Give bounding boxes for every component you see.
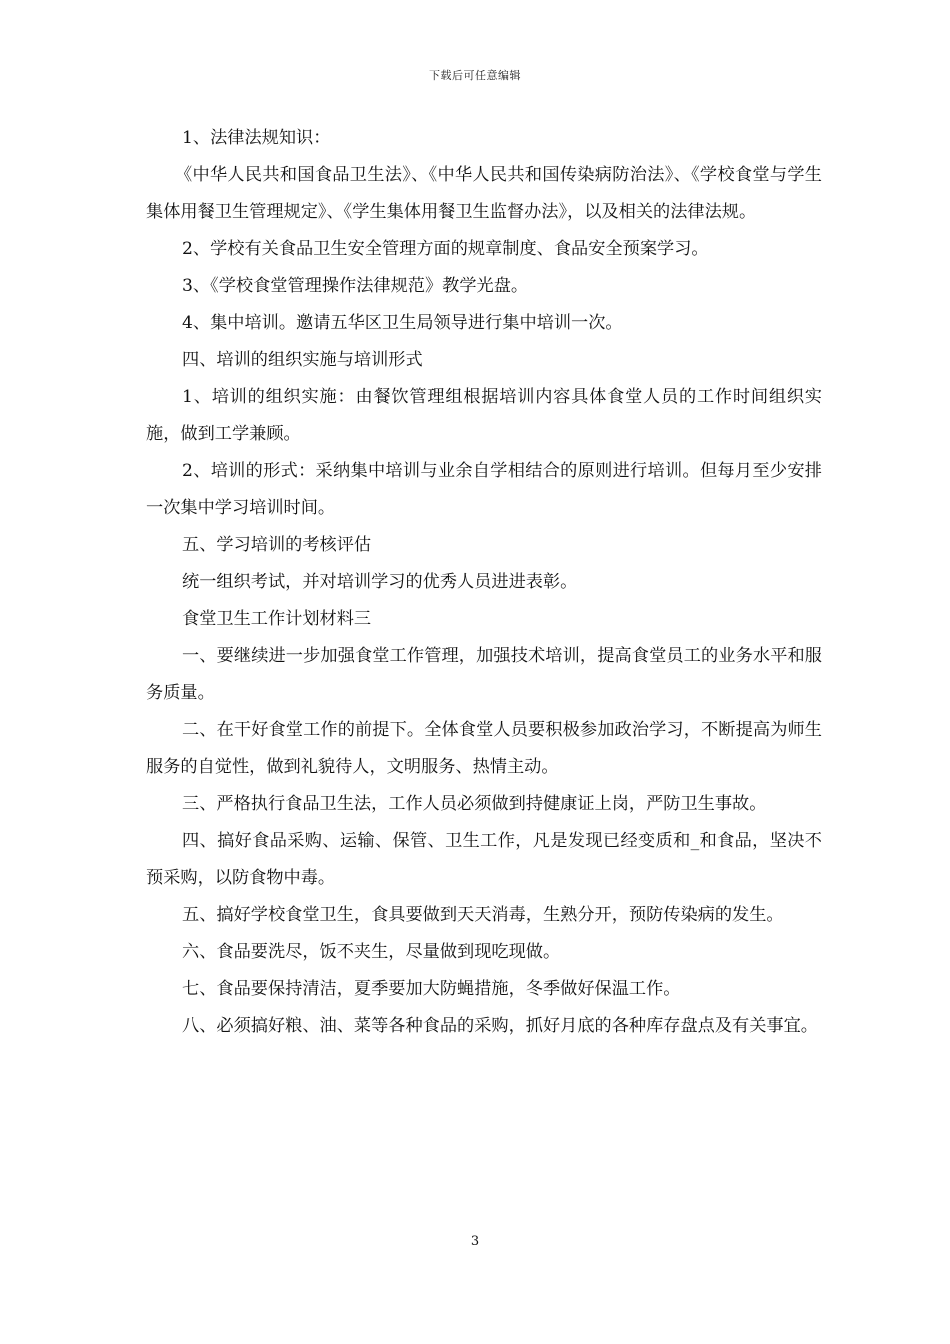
paragraph: 2、学校有关食品卫生安全管理方面的规章制度、食品安全预案学习。	[182, 239, 709, 259]
paragraph: 4、集中培训。邀请五华区卫生局领导进行集中培训一次。	[182, 313, 623, 333]
section-heading: 五、学习培训的考核评估	[182, 535, 372, 555]
document-body	[146, 120, 822, 1045]
paragraph: 五、搞好学校食堂卫生，食具要做到天天消毒，生熟分开，预防传染病的发生。	[182, 905, 784, 925]
paragraph: 八、必须搞好粮、油、菜等各种食品的采购，抓好月底的各种库存盘点及有关事宜。	[182, 1016, 818, 1036]
paragraph: 六、食品要洗尽，饭不夹生，尽量做到现吃现做。	[182, 942, 561, 962]
paragraph: 《中华人民共和国食品卫生法》、《中华人民共和国传染病防治法》、《学校食堂与学生集体用餐卫生管理规定》、《学生集体用餐卫生监督办法》，以及相关的法律法规。	[146, 165, 822, 222]
section-heading: 四、培训的组织实施与培训形式	[182, 350, 423, 370]
paragraph: 七、食品要保持清洁，夏季要加大防蝇措施，冬季做好保温工作。	[182, 979, 681, 999]
paragraph: 三、严格执行食品卫生法，工作人员必须做到持健康证上岗，严防卫生事故。	[182, 794, 767, 814]
paragraph: 1、法律法规知识：	[182, 128, 331, 148]
paragraph: 二、在干好食堂工作的前提下。全体食堂人员要积极参加政治学习，不断提高为师生服务的自觉性，做到礼貌待人，文明服务、热情主动。	[146, 720, 822, 777]
paragraph: 一、要继续进一步加强食堂工作管理，加强技术培训，提高食堂员工的业务水平和服务质量。	[146, 646, 822, 703]
paragraph: 1、培训的组织实施：由餐饮管理组根据培训内容具体食堂人员的工作时间组织实施，做到工学兼顾。	[146, 387, 822, 444]
section-heading: 食堂卫生工作计划材料三	[182, 609, 372, 629]
page-number: 3	[470, 1234, 480, 1249]
paragraph: 统一组织考试，并对培训学习的优秀人员进进表彰。	[182, 572, 578, 592]
paragraph: 四、搞好食品采购、运输、保管、卫生工作，凡是发现已经变质和_和食品，坚决不预采购，以防食物中毒。	[146, 831, 822, 888]
page-header: 下载后可任意编辑	[429, 69, 521, 82]
paragraph: 2、培训的形式：采纳集中培训与业余自学相结合的原则进行培训。但每月至少安排一次集中学习培训时间。	[146, 461, 822, 518]
paragraph: 3、《学校食堂管理操作法律规范》教学光盘。	[182, 276, 529, 296]
